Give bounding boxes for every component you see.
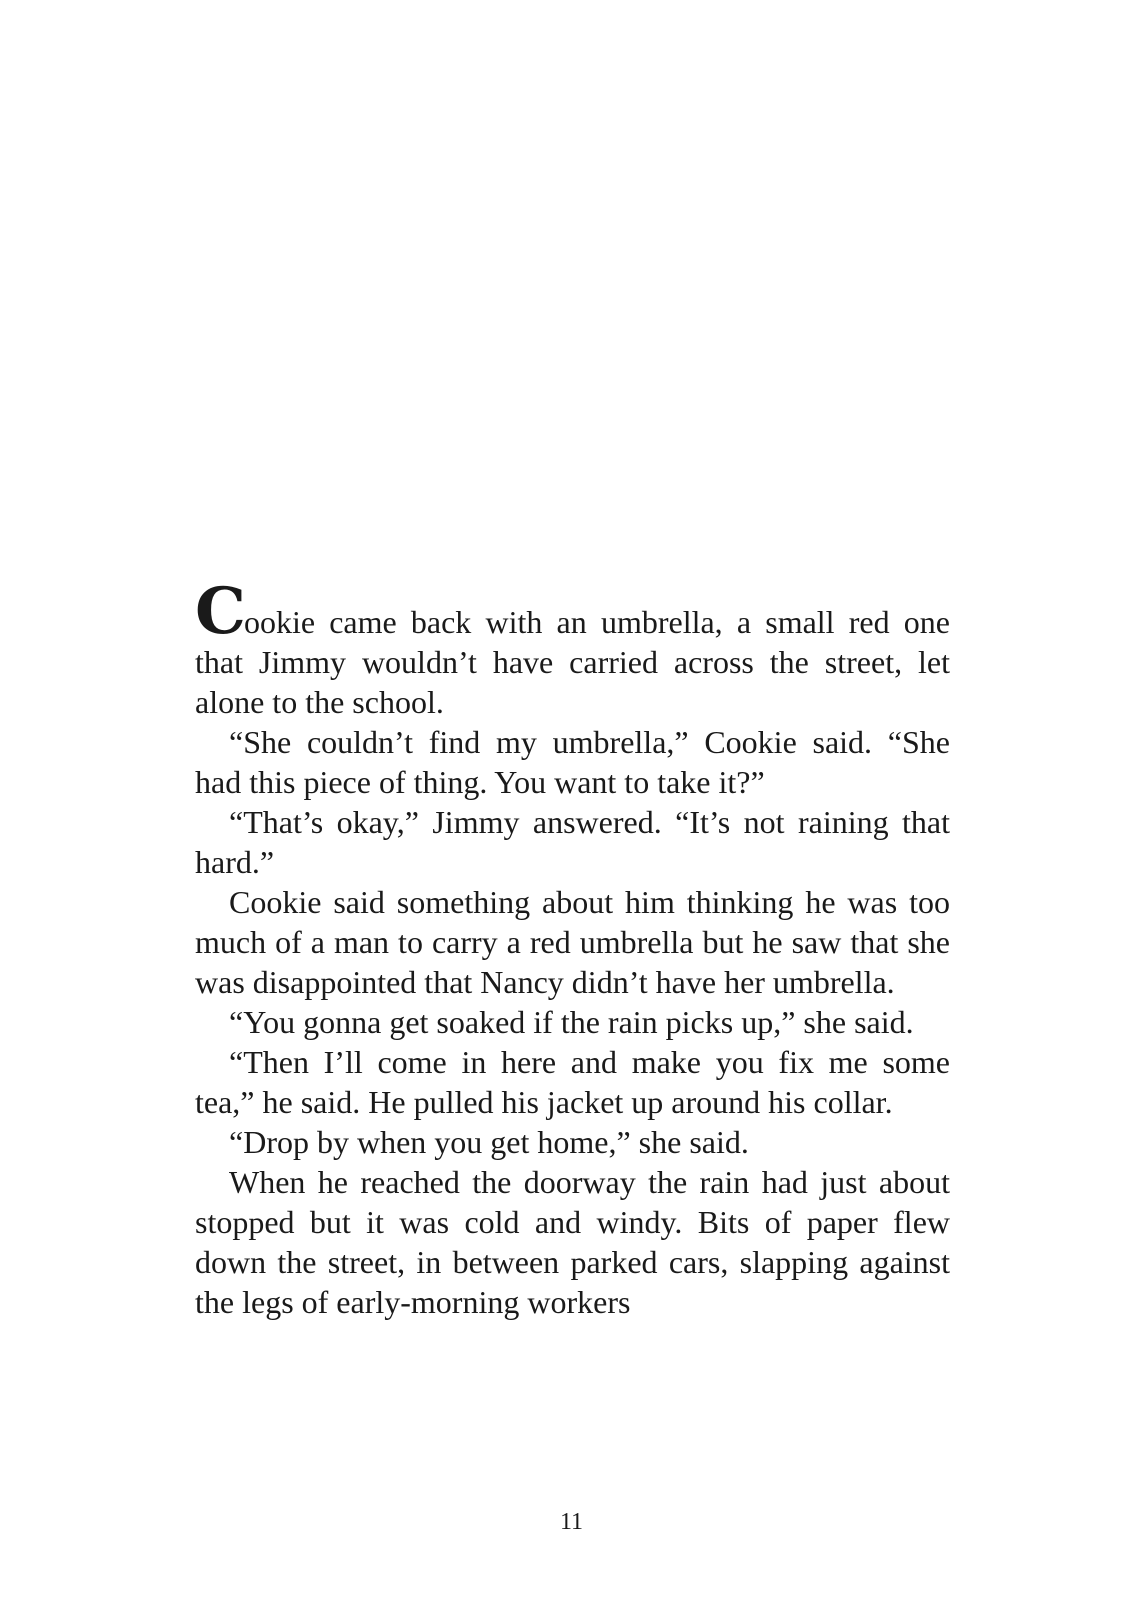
drop-cap: C — [195, 574, 244, 649]
paragraph-1-text: ookie came back with an umbrella, a small red one that Jimmy wouldn’t have carried across the street, let alone to the school. — [195, 604, 950, 720]
page-number: 11 — [559, 1509, 584, 1535]
paragraph-1 — [195, 574, 950, 722]
paragraph-3: “That’s okay,” Jimmy answered. “It’s not raining that hard.” — [195, 804, 950, 880]
paragraph-2: “She couldn’t find my umbrella,” Cookie said. “She had this piece of thing. You want to take it?” — [195, 724, 950, 800]
paragraph-4: Cookie said something about him thinking he was too much of a man to carry a red umbrella but he saw that she was disappointed that Nancy didn’t have her umbrella. — [195, 884, 950, 1000]
paragraph-6: “Then I’ll come in here and make you fix me some tea,” he said. He pulled his jacket up around his collar. — [195, 1044, 950, 1120]
paragraph-5: “You gonna get soaked if the rain picks up,” she said. — [229, 1004, 914, 1040]
paragraph-7: “Drop by when you get home,” she said. — [229, 1124, 749, 1160]
paragraph-8: When he reached the doorway the rain had just about stopped but it was cold and windy. Bits of paper flew down the street, in between parked cars, slapping against the legs of early-morning workers — [195, 1164, 950, 1320]
body-text — [195, 574, 950, 1322]
